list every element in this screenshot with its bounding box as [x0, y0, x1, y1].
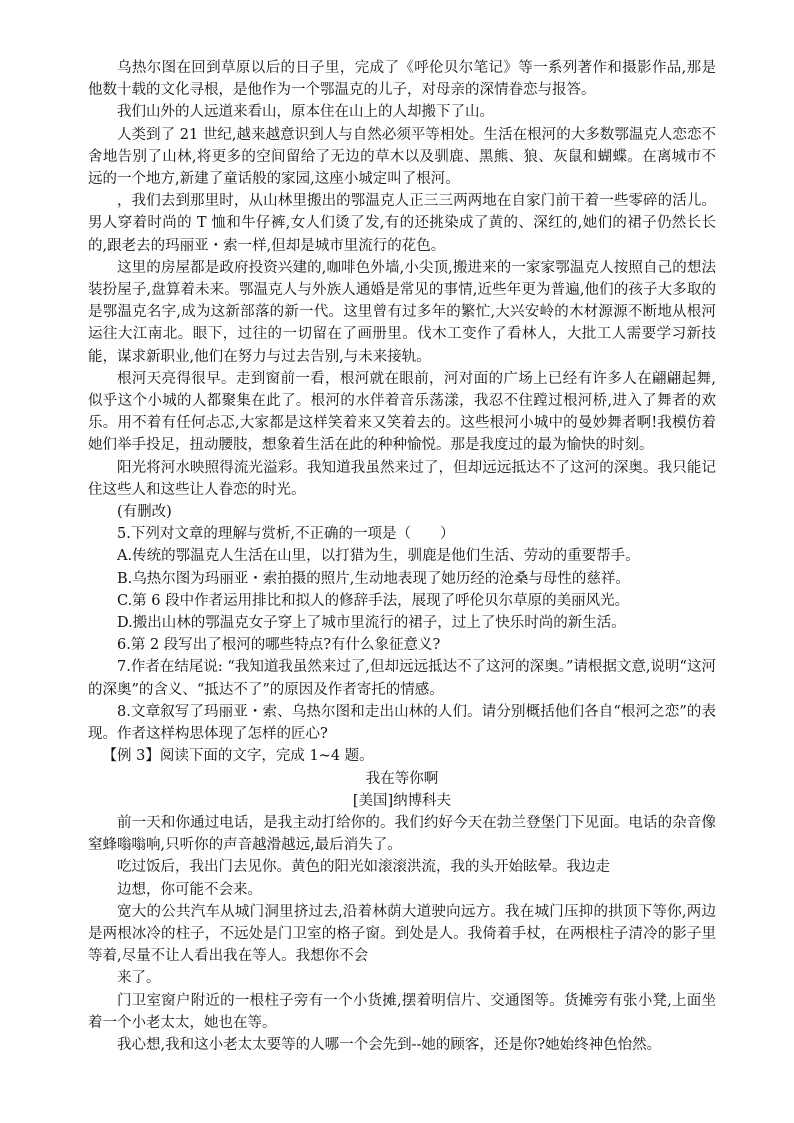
option-b: B.乌热尔图为玛丽亚・索拍摄的照片,生动地表现了她历经的沧桑与母性的慈祥。 — [117, 570, 630, 587]
paragraph: 我们山外的人远道来看山，原本住在山上的人却搬下了山。 — [117, 104, 494, 121]
option-d: D.搬出山林的鄂温克女子穿上了城市里流行的裙子，过上了快乐时尚的新生活。 — [117, 615, 626, 632]
question-7: 7.作者在结尾说: “我知道我虽然来过了,但却远远抵达不了这河的深奥。”请根据文意,说明“这河的深奥”的含义、“抵达不了”的原因及作者寄托的情感。 — [88, 659, 716, 698]
story-paragraph: 前一天和你通过电话，是我主动打给你的。我们约好今天在勃兰登堡门下见面。电话的杂音像窒蜂嗡嗡响,只听你的声音越滑越远,最后消失了。 — [88, 814, 716, 854]
paragraph: 这里的房屋都是政府投资兴建的,咖啡色外墙,小尖顶,搬进来的一家家鄂温克人按照自己的想法装扮屋子,盘算着未来。鄂温克人与外族人通婚是常见的事情,近些年更为普遍,他们的孩子大多取的是鄂温克名字,成为这新部落的新一代。这里曾有过多年的繁忙,大兴安岭的木材源源不断地从根河运往大江南北。眼下，过往的一切留在了画册里。伐木工变作了看林人，大批工人需要学习新技能，谋求新职业,他们在努力与过去告别,与未来接轨。 — [88, 259, 716, 365]
paragraph: 根河天亮得很早。走到窗前一看，根河就在眼前，河对面的广场上已经有许多人在翩翩起舞,似乎这个小城的人都聚集在此了。根河的水伴着音乐荡漾，我忍不住蹚过根河桥,进入了舞者的欢乐。用不着有任何忐忑,大家都是这样笑着来又笑着去的。这些根河小城中的曼妙舞者啊!我模仿着她们举手投足，扭动腰肢，想象着生活在此的种种愉悦。那是我度过的最为愉快的时刻。 — [88, 370, 716, 454]
question-8: 8.文章叙写了玛丽亚・索、乌热尔图和走出山林的人们。请分别概括他们各自“根河之恋”的表现。作者这样构思体现了怎样的匠心? — [88, 703, 716, 743]
paragraph: 人类到了 21 世纪,越来越意识到人与自然必须平等相处。生活在根河的大多数鄂温克人恋恋不舍地告别了山林,将更多的空间留给了无边的草木以及驯鹿、黑熊、狼、灰鼠和蝴蝶。在离城市不远的一个地方,新建了童话般的家园,这座小城定叫了根河。 — [88, 126, 716, 188]
story-paragraph: 宽大的公共汽车从城门洞里挤过去,沿着林荫大道驶向远方。我在城门压抑的拱顶下等你,两边是两根冰冷的柱子，不远处是门卫室的格子窗。到处是人。我倚着手杖，在两根柱子清冷的影子里等着,尽量不让人看出我在等人。我想你不会 — [88, 903, 716, 965]
paragraph: ，我们去到那里时，从山林里搬出的鄂温克人正三三两两地在自家门前干着一些零碎的活儿。男人穿着时尚的 T 恤和牛仔裤,女人们烫了发,有的还挑染成了黄的、深红的,她们的裙子仍然长长的,跟老去的玛丽亚・索一样,但却是城市里流行的花色。 — [88, 193, 716, 254]
story-paragraph: 门卫室窗户附近的一根柱子旁有一个小货摊,摆着明信片、交通图等。货摊旁有张小凳,上面坐着一个小老太太，她也在等。 — [88, 992, 716, 1031]
document-body — [88, 57, 716, 1056]
paragraph: 乌热尔图在回到草原以后的日子里，完成了《呼伦贝尔笔记》等一系列著作和摄影作品,那是他数十载的文化寻根，是他作为一个鄂温克的儿子，对母亲的深情眷恋与报答。 — [88, 60, 716, 99]
story-author: [美国]纳博科夫 — [352, 792, 452, 809]
question-6: 6.第 2 段写出了根河的哪些特点?有什么象征意义? — [117, 637, 441, 654]
story-paragraph: 吃过饭后，我出门去见你。黄色的阳光如滚滚洪流，我的头开始眩晕。我边走 — [117, 859, 610, 876]
question-5: 5.下列对文章的理解与赏析,不正确的一项是（ ） — [117, 526, 455, 543]
story-title: 我在等你啊 — [365, 770, 439, 787]
paragraph: 阳光将河水映照得流光溢彩。我知道我虽然来过了，但却远远抵达不了这河的深奥。我只能记住这些人和这些让人眷恋的时光。 — [88, 459, 716, 498]
option-c: C.第 6 段中作者运用排比和拟人的修辞手法，展现了呼伦贝尔草原的美丽风光。 — [117, 592, 630, 609]
option-a: A.传统的鄂温克人生活在山里，以打猎为生，驯鹿是他们生活、劳动的重要帮手。 — [117, 548, 640, 565]
story-paragraph: 我心想,我和这小老太太要等的人哪一个会先到--她的顾客，还是你?她始终神色怡然。 — [117, 1036, 662, 1053]
edit-note: (有删改) — [117, 504, 172, 521]
example-3-heading: 【例 3】阅读下面的文字，完成 1~4 题。 — [102, 748, 374, 765]
story-paragraph: 边想，你可能不会来。 — [117, 881, 262, 898]
story-paragraph: 来了。 — [117, 970, 161, 987]
